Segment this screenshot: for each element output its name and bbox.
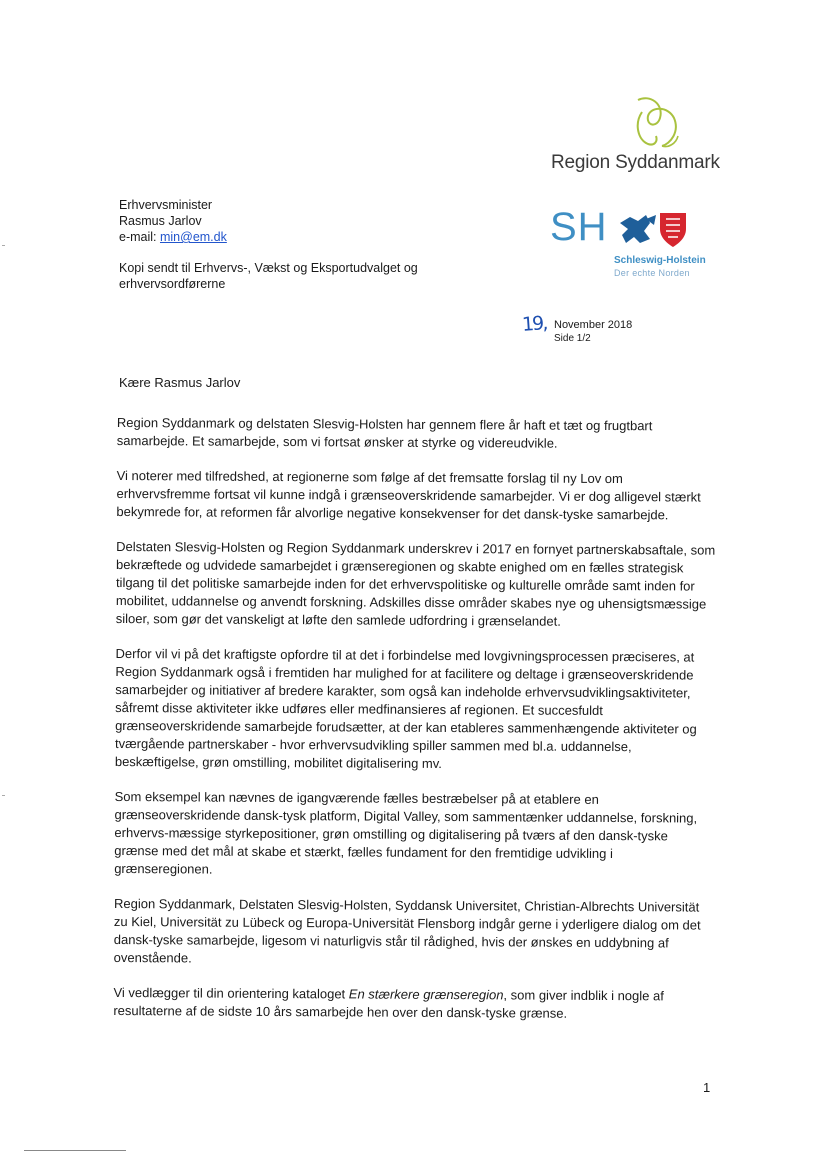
sh-slogan: Der echte Norden [614, 268, 690, 278]
recipient-email-line [119, 229, 227, 245]
footer-rule [24, 1150, 126, 1151]
recipient-title: Erhvervsminister [119, 198, 213, 212]
catalog-text-after: , som giver indblik i nogle af resultaterne af de sidste 10 års samarbejde hen over den dansk-tyske grænse. [113, 987, 664, 1021]
page-number: 1 [703, 1080, 711, 1095]
paragraph: Delstaten Slesvig-Holsten og Region Syddanmark underskrev i 2017 en fornyet partnerskabsaftale, som bekræftede og udvidede samarbejdet i grænseregionen og skabte enighed om en fælles strategisk tilgang til det politiske samarbejde inden for det erhvervspolitiske og kulturelle område samt inden for mobilitet, uddannelse og anvendt forskning. Adskilles disse områder skabes nye og uhensigtsmæssige siloer, som gør det vanskeligt at løfte den samlede udfordring i grænselandet. [115, 538, 716, 629]
handwritten-day: 19, [521, 312, 547, 336]
copy-recipients [119, 260, 479, 292]
paragraph-catalog [113, 984, 713, 1024]
page-info: Side 1/2 [554, 333, 591, 344]
region-syddanmark-logo [548, 96, 720, 176]
date-text: November 2018 [554, 319, 633, 331]
copy-line-1: Kopi sendt til Erhvervs-, Vækst og Eksportudvalget og [119, 261, 418, 275]
recipient-block [119, 197, 227, 245]
catalog-text-before: Vi vedlægger til din orientering kataloget [113, 984, 349, 1002]
paragraph: Derfor vil vi på det kraftigste opfordre til at det i forbindelse med lovgivningsprocessen præciseres, at Region Syddanmark også i fremtiden har mulighed for at facilitere og deltage i grænseoverskridende samarbejder og initiativer af bredere karakter, som også kan indeholde erhvervsudviklingsaktiviteter, såfremt disse aktiviteter ikke udføres eller medfinansieres af regionen. Et succesfuldt grænseoverskridende samarbejde forudsætter, at der kan etableres sammenhængende aktiviteter og tværgående partnerskaber - hvor erhvervsudvikling spiller sammen med bl.a. uddannelse, beskæftigelse, grøn omstilling, mobilitet digitalisering mv. [114, 645, 697, 771]
region-syddanmark-leaf-icon [624, 96, 686, 152]
salutation: Kære Rasmus Jarlov [119, 375, 241, 390]
coat-of-arms-icon [616, 209, 690, 249]
paragraph: Vi noterer med tilfredshed, at regionerne som følge af det fremsatte forslag til ny Lov om erhvervsfremme fortsat vil kunne indgå i grænseoverskridende samarbejder. Vi er dog alligevel stærkt bekymrede for, at reformen får alvorlige negative konsekvenser for det dansk-tyske samarbejde. [116, 467, 701, 523]
letter-body [113, 414, 717, 1041]
email-link[interactable]: min@em.dk [159, 230, 227, 244]
copy-line-2: erhvervsordførerne [119, 277, 226, 291]
email-label: e-mail: [119, 230, 160, 244]
catalog-title: En stærkere grænseregion [348, 986, 504, 1003]
sh-letters: SH [550, 205, 608, 249]
recipient-name: Rasmus Jarlov [119, 214, 202, 228]
schleswig-holstein-logo [548, 205, 718, 285]
scan-edge-mark [2, 795, 5, 796]
paragraph: Region Syddanmark og delstaten Slesvig-Holsten har gennem flere år haft et tæt og frugtbart samarbejde. Et samarbejde, som vi fortsat ønsker at styrke og videreudvikle. [116, 414, 653, 451]
paragraph: Region Syddanmark, Delstaten Slesvig-Holsten, Syddansk Universitet, Christian-Albrechts Universität zu Kiel, Universität zu Lübeck og Europa-Universität Flensborg indgår gerne i yderligere dialog om det dansk-tyske samarbejde, ligesom vi naturligvis står til rådighed, hvis der ønskes en uddybning af ovenstående. [113, 895, 701, 966]
sh-name: Schleswig-Holstein [614, 255, 706, 266]
scan-edge-mark [2, 245, 5, 246]
region-syddanmark-wordmark: Region Syddanmark [551, 152, 720, 173]
paragraph: Som eksempel kan nævnes de igangværende fælles bestræbelser på at etablere en grænseoverskridende dansk-tysk platform, Digital Valley, som sammentænker uddannelse, forskning, erhvervs-mæssige styrkepositioner, grøn omstilling og digitalisering på tværs af den dansk-tyske grænse med det mål at skabe et stærkt, fælles fundament for den fremtidige udvikling i grænseregionen. [114, 788, 698, 877]
